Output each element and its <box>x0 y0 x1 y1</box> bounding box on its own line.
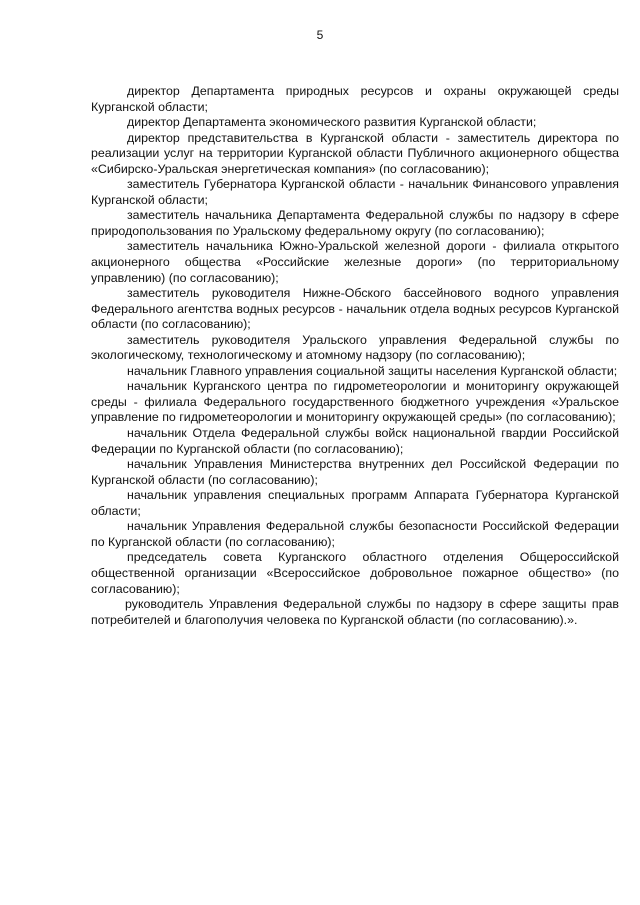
list-item: директор Департамента экономического развития Курганской области; <box>127 115 537 130</box>
list-item: начальник Курганского центра по гидрометеорологии и мониторингу окружающей среды - филиала Федерального государственного бюджетного учреждения «Уральское управление по гидрометеорологии и мониторингу окружающей среды» (по согласованию); <box>91 379 619 425</box>
list-item: директор представительства в Курганской области - заместитель директора по реализации услуг на территории Курганской области Публичного акционерного общества «Сибирско-Уральская энергетическая компания» (по согласованию); <box>91 130 619 176</box>
list-item: председатель совета Курганского областного отделения Общероссийской общественной организации «Всероссийское добровольное пожарное общество» (по согласованию); <box>91 550 619 596</box>
list-item: начальник управления специальных программ Аппарата Губернатора Курганской области; <box>91 488 619 518</box>
list-item: директор Департамента природных ресурсов и охраны окружающей среды Курганской области; <box>91 84 619 114</box>
document-body <box>91 84 619 628</box>
list-item: заместитель начальника Южно-Уральской железной дороги - филиала открытого акционерного общества «Российские железные дороги» (по территориальному управлению) (по согласованию); <box>91 239 619 285</box>
list-item: начальник Отдела Федеральной службы войск национальной гвардии Российской Федерации по Курганской области (по согласованию); <box>91 426 619 456</box>
list-item: руководитель Управления Федеральной службы по надзору в сфере защиты прав потребителей и благополучия человека по Курганской области (по согласованию).». <box>91 597 619 627</box>
list-item: заместитель руководителя Уральского управления Федеральной службы по экологическому, технологическому и атомному надзору (по согласованию); <box>91 332 619 363</box>
list-item: заместитель Губернатора Курганской области - начальник Финансового управления Курганской области; <box>91 177 619 207</box>
page-number: 5 <box>316 28 324 42</box>
list-item: заместитель начальника Департамента Федеральной службы по надзору в сфере природопользования по Уральскому федеральному округу (по согласованию); <box>91 208 619 238</box>
list-item: заместитель руководителя Нижне-Обского бассейнового водного управления Федерального агентства водных ресурсов - начальник отдела водных ресурсов Курганской области (по согласованию); <box>91 286 619 332</box>
list-item: начальник Управления Министерства внутренних дел Российской Федерации по Курганской области (по согласованию); <box>91 457 619 487</box>
list-item: начальник Управления Федеральной службы безопасности Российской Федерации по Курганской области (по согласованию); <box>91 519 619 549</box>
list-item: начальник Главного управления социальной защиты населения Курганской области; <box>127 363 618 378</box>
